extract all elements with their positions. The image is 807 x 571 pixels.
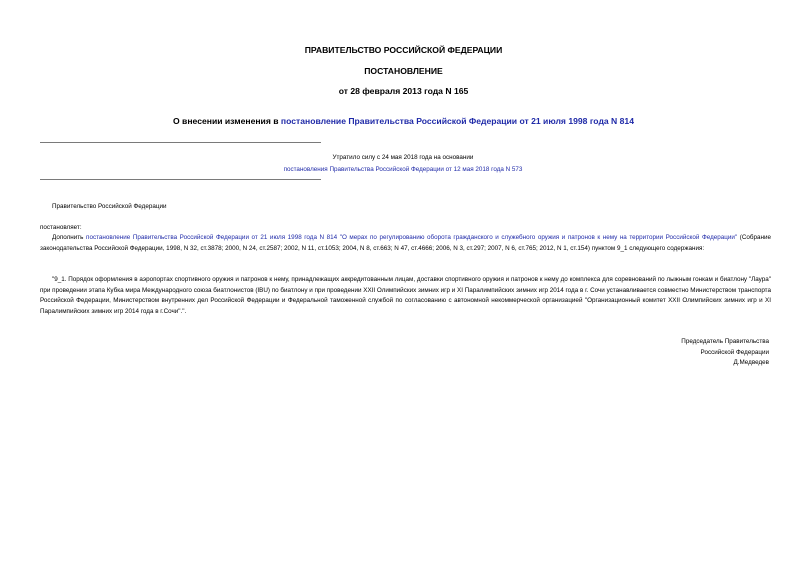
paragraph-2: "9_1. Порядок оформления в аэропортах спортивного оружия и патронов к нему, принадлежащих аккредитованным лицам, доставки спортивного оружия и патронов к нему до комплекса для соревнований по лыжным гонкам и биатлону "Лаура" при проведении этапа Кубка мира Международного союза биатлонистов (IBU) по биатлону и при проведении XXII Олимпийских зимних игр и XI Паралимпийских зимних игр 2014 года в г. Сочи устанавливается совместно Министерством транспорта Российской Федерации, Министерством внутренних дел Российской Федерации и Федеральной таможенной службой по согласованию с автономной некоммерческой организацией "Организационный комитет XXII Олимпийских зимних игр и XI Паралимпийских зимних игр 2014 года в г.Сочи".".	[40, 276, 771, 315]
divider-top	[40, 142, 321, 143]
document-type-heading: ПОСТАНОВЛЕНИЕ	[364, 66, 443, 76]
document-title	[0, 116, 807, 126]
government-line: Правительство Российской Федерации	[52, 203, 167, 210]
resolves-line: постановляет:	[40, 224, 82, 231]
repeal-note-text: Утратило силу с 24 мая 2018 года на основании	[332, 154, 474, 161]
paragraph-1-rest: (Собрание законодательства Российской Федерации, 1998, N 32, ст.3878; 2000, N 24, ст.2587; 2002, N 11, ст.1053; 2004, N 8, ст.663; N 47, ст.4666; 2006, N 3, ст.297; 2007, N 6, ст.765; 2012, N 1, ст.154) пунктом 9_1 следующего содержания:	[40, 234, 771, 252]
paragraph-1-prefix: Дополнить	[52, 234, 87, 241]
date-number-heading: от 28 февраля 2013 года N 165	[338, 86, 469, 96]
title-link[interactable]: постановление Правительства Российской Федерации от 21 июля 1998 года N 814	[280, 116, 634, 126]
divider-bottom	[40, 179, 321, 180]
title-prefix: О внесении изменения в	[172, 116, 281, 126]
signature-name: Д.Медведев	[733, 359, 769, 367]
paragraph-1-link[interactable]: постановление Правительства Российской Федерации от 21 июля 1998 года N 814 "О мерах по регулированию оборота гражданского и служебного оружия и патронов к нему на территории Российской Федерации"	[86, 234, 738, 241]
repeal-note-link[interactable]: постановления Правительства Российской Федерации от 12 мая 2018 года N 573	[283, 166, 523, 173]
signature-org: Российской Федерации	[700, 348, 769, 356]
paragraph-1	[40, 233, 771, 254]
government-heading: ПРАВИТЕЛЬСТВО РОССИЙСКОЙ ФЕДЕРАЦИИ	[304, 45, 503, 55]
signature-title: Председатель Правительства	[681, 338, 769, 345]
repeal-note	[260, 152, 546, 176]
signature-block	[681, 337, 769, 369]
